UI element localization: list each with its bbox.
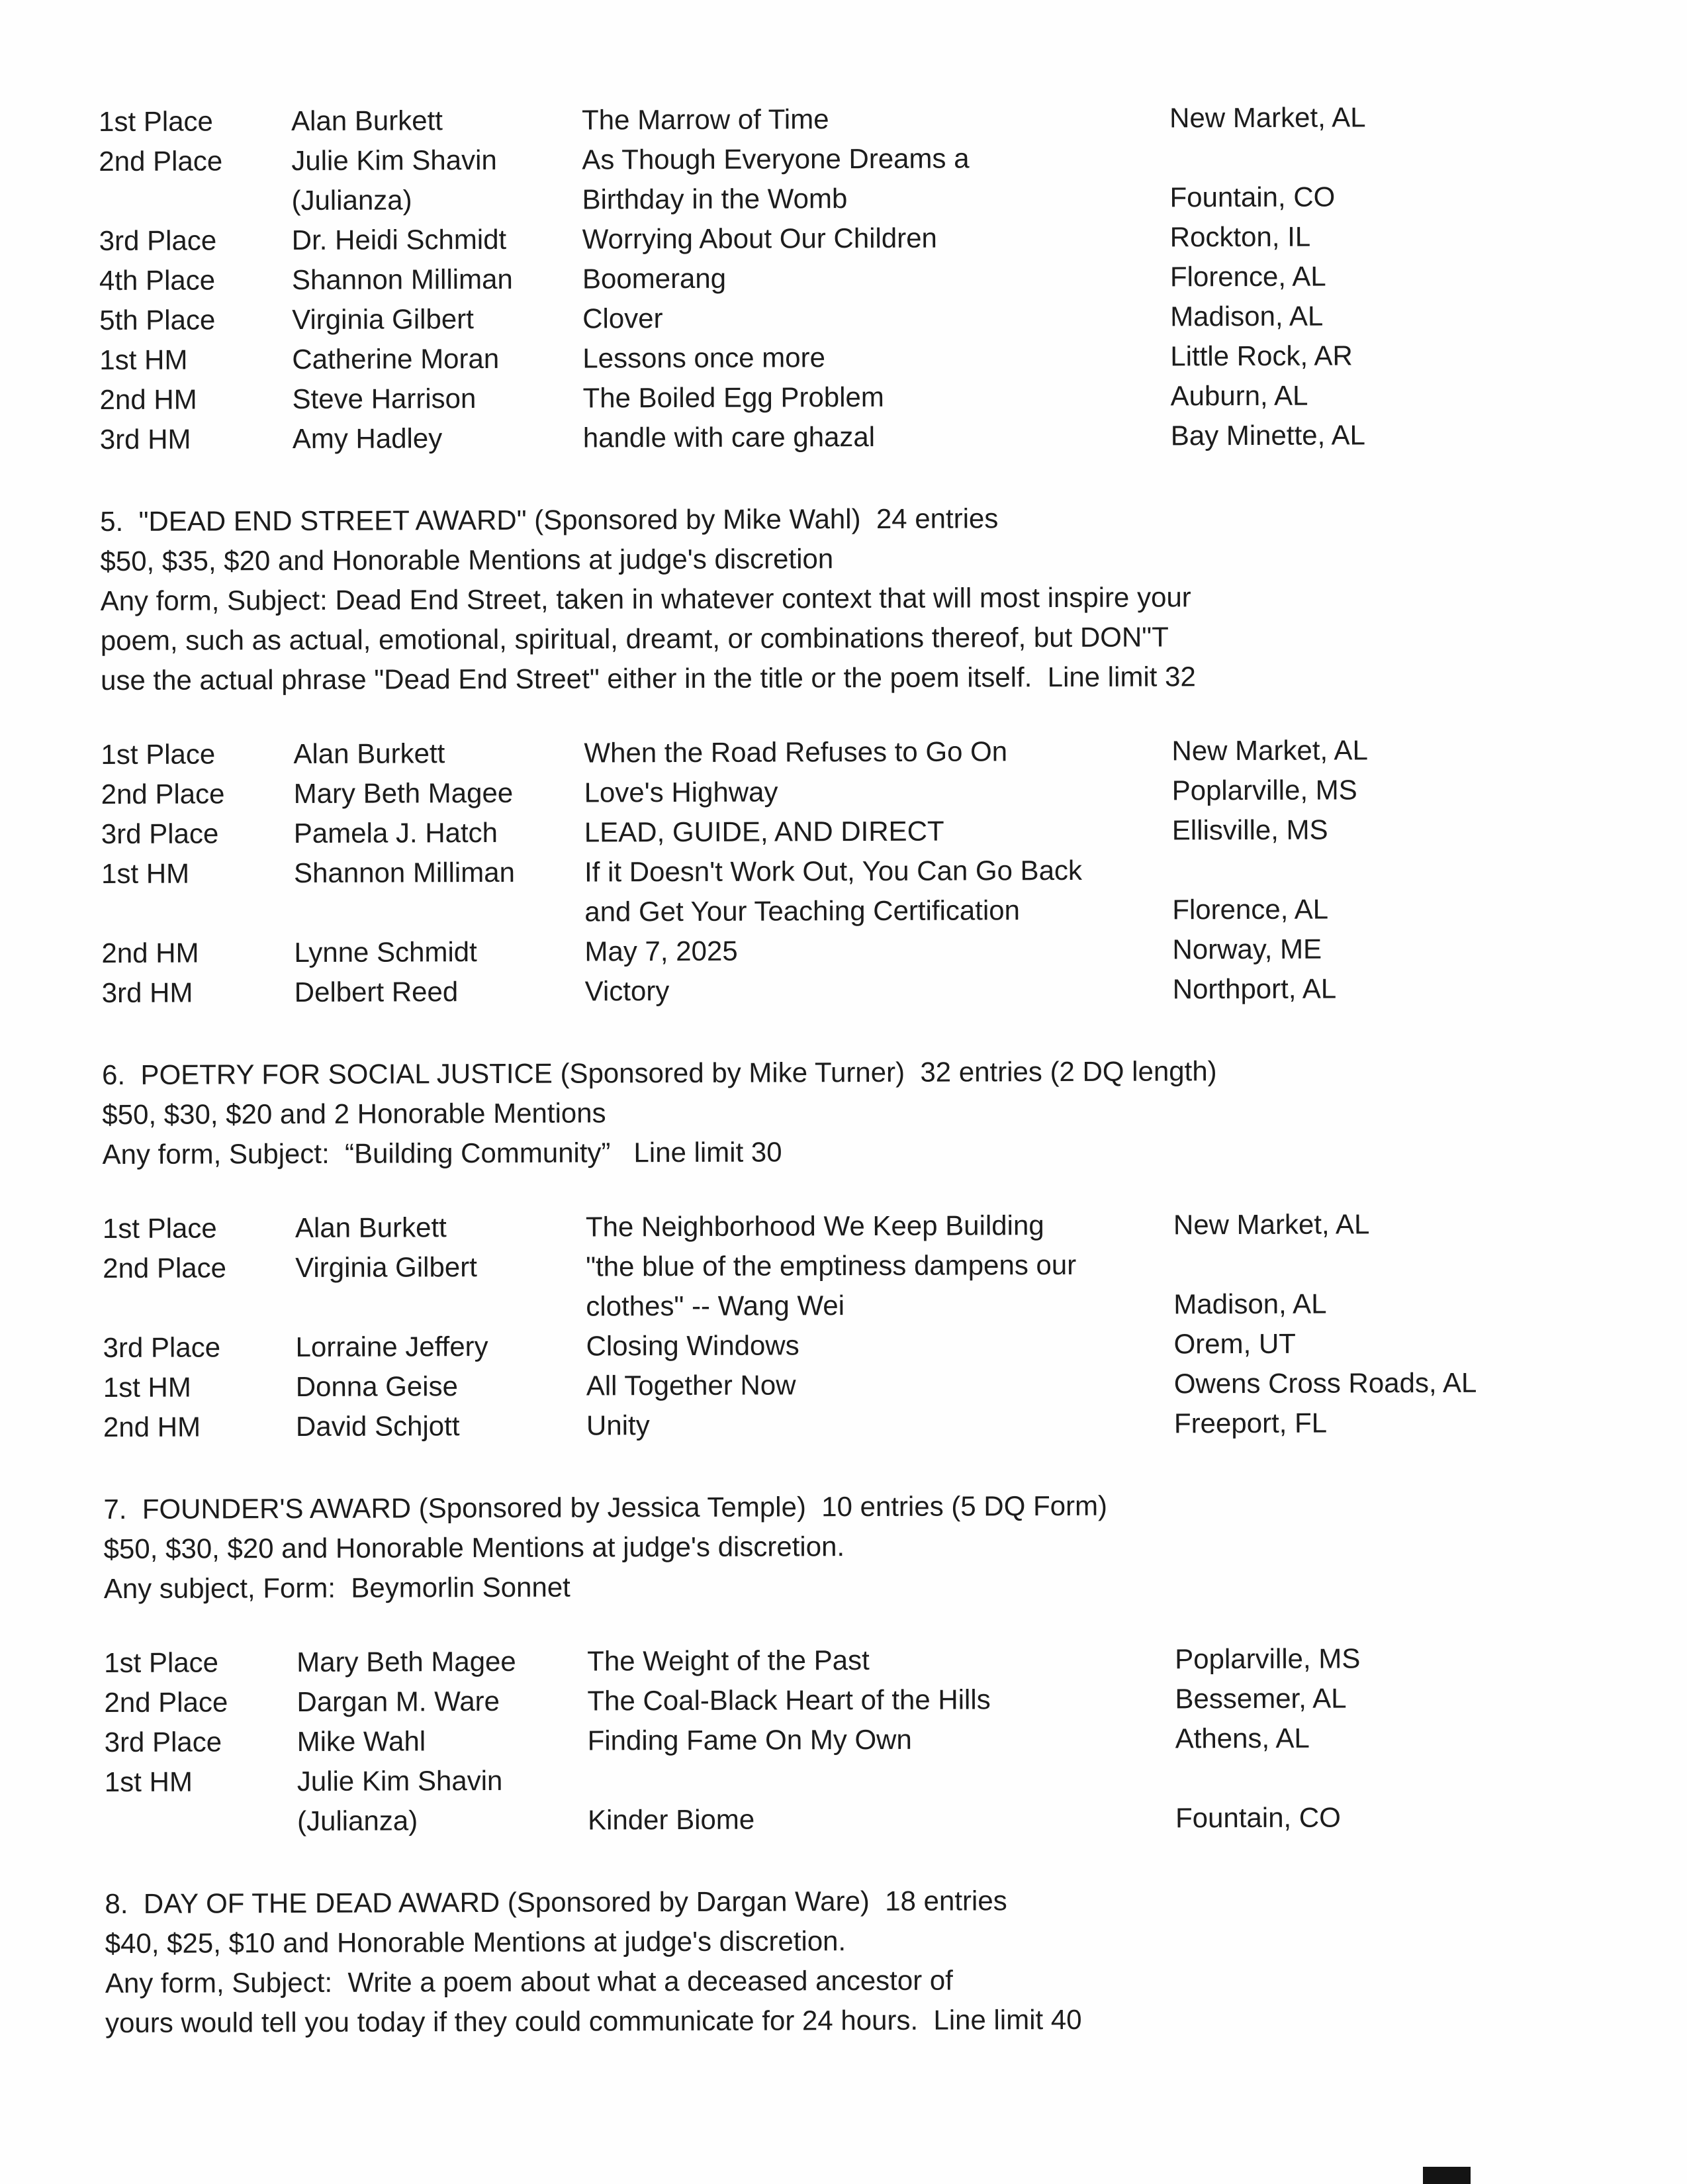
heading-line: Any subject, Form: Beymorlin Sonnet [103, 1571, 570, 1605]
city-cell: Bay Minette, AL [1170, 419, 1366, 451]
title-cell: Unity [586, 1409, 650, 1441]
title-cell: The Neighborhood We Keep Building [585, 1210, 1044, 1243]
title-cell: Closing Windows [586, 1329, 799, 1362]
title-cell: The Boiled Egg Problem [582, 381, 884, 414]
title-cell: Victory [584, 975, 670, 1007]
title-cell: "the blue of the emptiness dampens our [586, 1249, 1077, 1282]
result-line [103, 1204, 1638, 1249]
place-cell: 2nd Place [103, 1252, 227, 1284]
city-cell: Fountain, CO [1169, 181, 1336, 213]
place-cell: 2nd HM [99, 383, 197, 416]
place-cell: 1st Place [102, 1212, 217, 1245]
poet-cell: Alan Burkett [291, 105, 443, 137]
place-cell: 1st HM [104, 1766, 193, 1798]
title-cell: May 7, 2025 [584, 935, 738, 967]
result-line [101, 769, 1637, 814]
title-cell: Love's Highway [584, 776, 778, 808]
result-line [103, 1283, 1638, 1328]
city-cell: Florence, AL [1169, 260, 1326, 293]
poet-cell: Shannon Milliman [291, 263, 513, 296]
place-cell: 2nd Place [104, 1686, 228, 1719]
place-cell: 2nd HM [101, 937, 199, 969]
result-line [105, 1757, 1640, 1802]
result-line [103, 1323, 1638, 1368]
city-cell [1175, 1757, 1640, 1798]
result-line [102, 968, 1637, 1013]
title-cell: As Though Everyone Dreams a [582, 142, 970, 175]
title-cell: The Marrow of Time [582, 103, 829, 136]
section-heading-8 [105, 1879, 1641, 2043]
result-line [103, 1362, 1639, 1407]
section-results-7 [104, 1638, 1640, 1842]
heading-line: $50, $30, $20 and 2 Honorable Mentions [102, 1097, 606, 1131]
place-cell [105, 1801, 297, 1842]
result-line [105, 1797, 1640, 1842]
title-cell: The Coal-Black Heart of the Hills [587, 1684, 991, 1717]
poet-cell: Mike Wahl [296, 1725, 426, 1758]
heading-line: Any form, Subject: Dead End Street, taken in whatever context that will most inspire your [100, 581, 1191, 617]
title-cell: Kinder Biome [587, 1803, 755, 1836]
result-line [105, 1717, 1640, 1762]
city-cell: Rockton, IL [1169, 220, 1311, 253]
poet-cell: Catherine Moran [292, 342, 500, 375]
city-cell: New Market, AL [1171, 734, 1368, 767]
city-cell: Madison, AL [1170, 300, 1324, 332]
poet-cell: Lorraine Jeffery [295, 1331, 488, 1363]
section-heading-5 [100, 497, 1636, 700]
place-cell: 3rd HM [99, 423, 191, 455]
city-cell [1169, 136, 1634, 177]
poet-cell: Virginia Gilbert [295, 1251, 477, 1284]
poet-cell: Lynne Schmidt [294, 936, 477, 969]
scan-artifact [1423, 2167, 1471, 2184]
heading-line: $50, $30, $20 and Honorable Mentions at judge's discretion. [103, 1531, 845, 1565]
result-line [99, 335, 1635, 380]
place-cell: 3rd HM [101, 976, 193, 1009]
heading-line: poem, such as actual, emotional, spiritual, dreamt, or combinations thereof, but DON"T [100, 621, 1169, 657]
heading-line: yours would tell you today if they could communicate for 24 hours. Line limit 40 [105, 2003, 1082, 2039]
heading-line: $40, $25, $10 and Honorable Mentions at judge's discretion. [105, 1925, 846, 1960]
place-cell: 3rd Place [101, 818, 219, 850]
result-line [100, 414, 1635, 459]
place-cell: 3rd Place [99, 224, 217, 257]
title-cell: and Get Your Teaching Certification [584, 894, 1021, 927]
place-cell: 4th Place [99, 264, 216, 297]
poet-cell: Mary Beth Magee [293, 777, 514, 810]
heading-line: use the actual phrase "Dead End Street" either in the title or the poem itself. Line limit 32 [100, 661, 1196, 696]
place-cell: 1st Place [101, 738, 216, 771]
section-results-6 [103, 1204, 1639, 1447]
city-cell: Poplarville, MS [1175, 1642, 1361, 1675]
place-cell: 1st HM [103, 1371, 191, 1403]
result-line [99, 176, 1634, 221]
poet-cell: Amy Hadley [292, 422, 443, 455]
result-line [103, 1243, 1638, 1288]
heading-line: 6. POETRY FOR SOCIAL JUSTICE (Sponsored by Mike Turner) 32 entries (2 DQ length) [102, 1055, 1217, 1091]
city-cell: Norway, ME [1172, 933, 1322, 965]
city-cell: Athens, AL [1175, 1722, 1310, 1754]
poet-cell [294, 892, 584, 933]
place-cell: 1st Place [99, 105, 213, 138]
result-line [101, 809, 1637, 854]
title-cell: Clover [582, 303, 663, 334]
section-results-5 [101, 730, 1637, 1013]
poet-cell: Steve Harrison [292, 383, 477, 415]
city-cell: Bessemer, AL [1175, 1682, 1347, 1715]
city-cell: Florence, AL [1172, 893, 1329, 926]
city-cell: New Market, AL [1173, 1208, 1370, 1241]
result-line [103, 1402, 1639, 1447]
city-cell: Little Rock, AR [1170, 340, 1353, 372]
city-cell: Northport, AL [1172, 973, 1337, 1005]
result-line [99, 375, 1635, 420]
section-heading-6 [102, 1050, 1638, 1174]
result-line [99, 97, 1634, 142]
place-cell [99, 181, 291, 221]
poet-cell: Dr. Heidi Schmidt [291, 223, 507, 256]
place-cell: 2nd Place [101, 778, 225, 810]
city-cell: Owens Cross Roads, AL [1173, 1366, 1477, 1400]
heading-line: 5. "DEAD END STREET AWARD" (Sponsored by Mike Wahl) 24 entries [100, 502, 999, 538]
result-line [104, 1638, 1639, 1683]
section-heading-7 [103, 1484, 1639, 1609]
result-line [104, 1678, 1639, 1723]
place-cell: 1st HM [99, 344, 188, 376]
place-cell: 5th Place [99, 304, 216, 336]
title-cell: All Together Now [586, 1369, 796, 1401]
city-cell [1172, 849, 1637, 890]
result-line [101, 730, 1636, 775]
title-cell: Boomerang [582, 262, 727, 295]
title-cell: Finding Fame On My Own [587, 1723, 912, 1756]
place-cell: 2nd HM [103, 1411, 201, 1443]
place-cell: 3rd Place [103, 1331, 221, 1364]
page-content [99, 97, 1641, 2043]
heading-line: $50, $35, $20 and Honorable Mentions at judge's discretion [100, 543, 834, 577]
title-cell: handle with care ghazal [582, 420, 876, 453]
result-line [101, 888, 1637, 933]
poet-cell: Pamela J. Hatch [293, 816, 498, 849]
poet-cell: Shannon Milliman [293, 856, 516, 889]
heading-line: 8. DAY OF THE DEAD AWARD (Sponsored by Dargan Ware) 18 entries [105, 1885, 1007, 1920]
place-cell: 3rd Place [104, 1726, 222, 1758]
title-cell: When the Road Refuses to Go On [584, 736, 1008, 769]
heading-line: 7. FOUNDER'S AWARD (Sponsored by Jessica Temple) 10 entries (5 DQ Form) [103, 1490, 1108, 1525]
title-cell: Worrying About Our Children [582, 222, 937, 255]
title-cell: LEAD, GUIDE, AND DIRECT [584, 815, 944, 848]
city-cell: Orem, UT [1173, 1327, 1296, 1360]
city-cell: Madison, AL [1173, 1288, 1327, 1320]
result-line [99, 216, 1635, 261]
title-cell [588, 1758, 1175, 1800]
poet-cell: David Schjott [295, 1410, 460, 1443]
title-cell: clothes" -- Wang Wei [586, 1290, 845, 1322]
poet-cell: Julie Kim Shavin [296, 1764, 503, 1797]
title-cell: The Weight of the Past [587, 1644, 870, 1677]
poet-cell: Mary Beth Magee [296, 1645, 516, 1678]
poet-cell: Alan Burkett [293, 737, 445, 770]
place-cell [103, 1288, 295, 1328]
place-cell: 1st Place [104, 1646, 219, 1679]
place-cell [101, 893, 294, 933]
poet-cell: Julie Kim Shavin [291, 144, 497, 177]
title-cell: If it Doesn't Work Out, You Can Go Back [584, 854, 1083, 888]
poet-cell: Alan Burkett [295, 1211, 447, 1244]
city-cell: Freeport, FL [1173, 1407, 1328, 1439]
poet-cell: Delbert Reed [294, 976, 459, 1008]
place-cell: 2nd Place [99, 145, 223, 177]
heading-line: Any form, Subject: Write a poem about what a deceased ancestor of [105, 1964, 953, 1999]
result-line [101, 849, 1637, 894]
result-line [99, 136, 1634, 181]
place-cell: 1st HM [101, 857, 190, 890]
poet-cell: (Julianza) [291, 184, 412, 216]
result-line [99, 295, 1635, 340]
result-line [99, 256, 1635, 301]
title-cell: Birthday in the Womb [582, 183, 848, 215]
poet-cell: (Julianza) [296, 1805, 418, 1837]
top-results-table [99, 97, 1635, 459]
heading-line: Any form, Subject: “Building Community” Line limit 30 [102, 1136, 782, 1170]
poet-cell: Donna Geise [295, 1370, 459, 1403]
city-cell: Fountain, CO [1175, 1801, 1341, 1834]
poet-cell [295, 1286, 586, 1327]
city-cell: New Market, AL [1169, 101, 1366, 134]
sections [100, 497, 1641, 2043]
poet-cell: Virginia Gilbert [292, 303, 474, 336]
title-cell: Lessons once more [582, 342, 825, 374]
poet-cell: Dargan M. Ware [296, 1685, 500, 1718]
city-cell: Ellisville, MS [1171, 814, 1328, 846]
city-cell: Poplarville, MS [1171, 774, 1357, 806]
city-cell [1173, 1243, 1638, 1284]
city-cell: Auburn, AL [1170, 379, 1308, 412]
result-line [101, 928, 1637, 973]
